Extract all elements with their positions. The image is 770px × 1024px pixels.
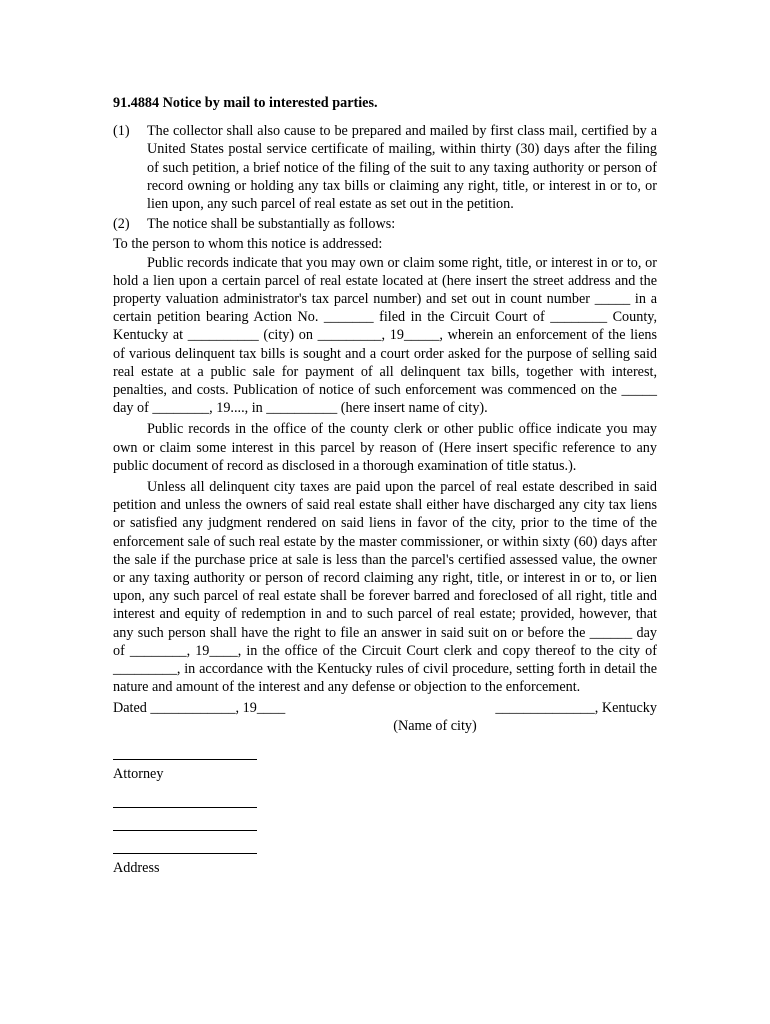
item-text: The notice shall be substantially as follows: (147, 216, 396, 233)
notice-paragraph: Public records indicate that you may own or claim some right, title, or interest in or to, or hold a lien upon a certain parcel of real estate located at (here insert the street address and the property valuation administrator's tax parcel number) and set out in count number _____ in a certain petition bearing Action No. _______ filed in the Circuit Court of ________ County, Kentucky at __________ (city) on _________, 19_____, wherein an enforcement of the liens of various delinquent tax bills is sought and a court order asked for the purpose of selling said real estate at a public sale for payment of all delinquent tax bills, together with interest, penalties, and costs. Publication of notice of such enforcement was commenced on the _____ day of ________, 19...., in __________ (here insert name of city). (113, 254, 657, 417)
section-heading: 91.4884 Notice by mail to interested parties. (113, 95, 378, 111)
notice-paragraph: Unless all delinquent city taxes are paid upon the parcel of real estate described in said petition and unless the owners of said real estate shall either have discharged any city tax liens or satisfied any judgment rendered on said liens in favor of the city, prior to the time of the enforcement sale of such real estate by the master commissioner, or within sixty (60) days after the sale if the purchase price at sale is less than the parcel's certified assessed value, the owner or any taxing authority or person of record claiming any right, title, or interest in or to, or lien upon, any such parcel of real estate shall be forever barred and foreclosed of all right, title and interest and equity of redemption in and to such parcel of real estate; provided, however, that any such person shall have the right to file an answer in said suit on or before the ______ day of ________, 19____, in the office of the Circuit Court clerk and copy thereof to the city of _________, in accordance with the Kentucky rules of civil procedure, setting forth in detail the nature and amount of the interest and any defense or objection to the enforcement. (113, 479, 657, 696)
city-state-field: ______________, Kentucky (495, 699, 657, 716)
dated-field: Dated ____________, 19____ (113, 699, 286, 716)
list-item (113, 215, 657, 233)
item-number: (1) (113, 123, 130, 140)
dated-line (113, 699, 657, 717)
address-line-3 (113, 835, 257, 854)
notice-paragraph: Public records in the office of the county clerk or other public office indicate you may own or claim some interest in this parcel by reason of (Here insert specific reference to any public document of record as disclosed in a thorough examination of title status.). (113, 421, 657, 474)
list-item (113, 122, 657, 213)
address-line-2 (113, 812, 257, 831)
item-text: The collector shall also cause to be prepared and mailed by first class mail, certified by a United States postal service certificate of mailing, within thirty (30) days after the filing of such petition, a brief notice of the filing of the suit to any taxing authority or person of record owning or holding any tax bills or claiming any right, title, or interest in or to, or lien upon, any such parcel of real estate as set out in the petition. (147, 123, 657, 213)
item-number: (2) (113, 216, 130, 233)
document-body (113, 94, 657, 877)
address-block (113, 789, 657, 877)
salutation: To the person to whom this notice is addressed: (113, 236, 383, 253)
address-label: Address (113, 860, 160, 877)
attorney-label: Attorney (113, 765, 164, 782)
attorney-signature-block (113, 741, 657, 783)
address-line-1 (113, 789, 257, 808)
attorney-signature-line (113, 741, 257, 760)
city-caption: (Name of city) (393, 717, 477, 734)
